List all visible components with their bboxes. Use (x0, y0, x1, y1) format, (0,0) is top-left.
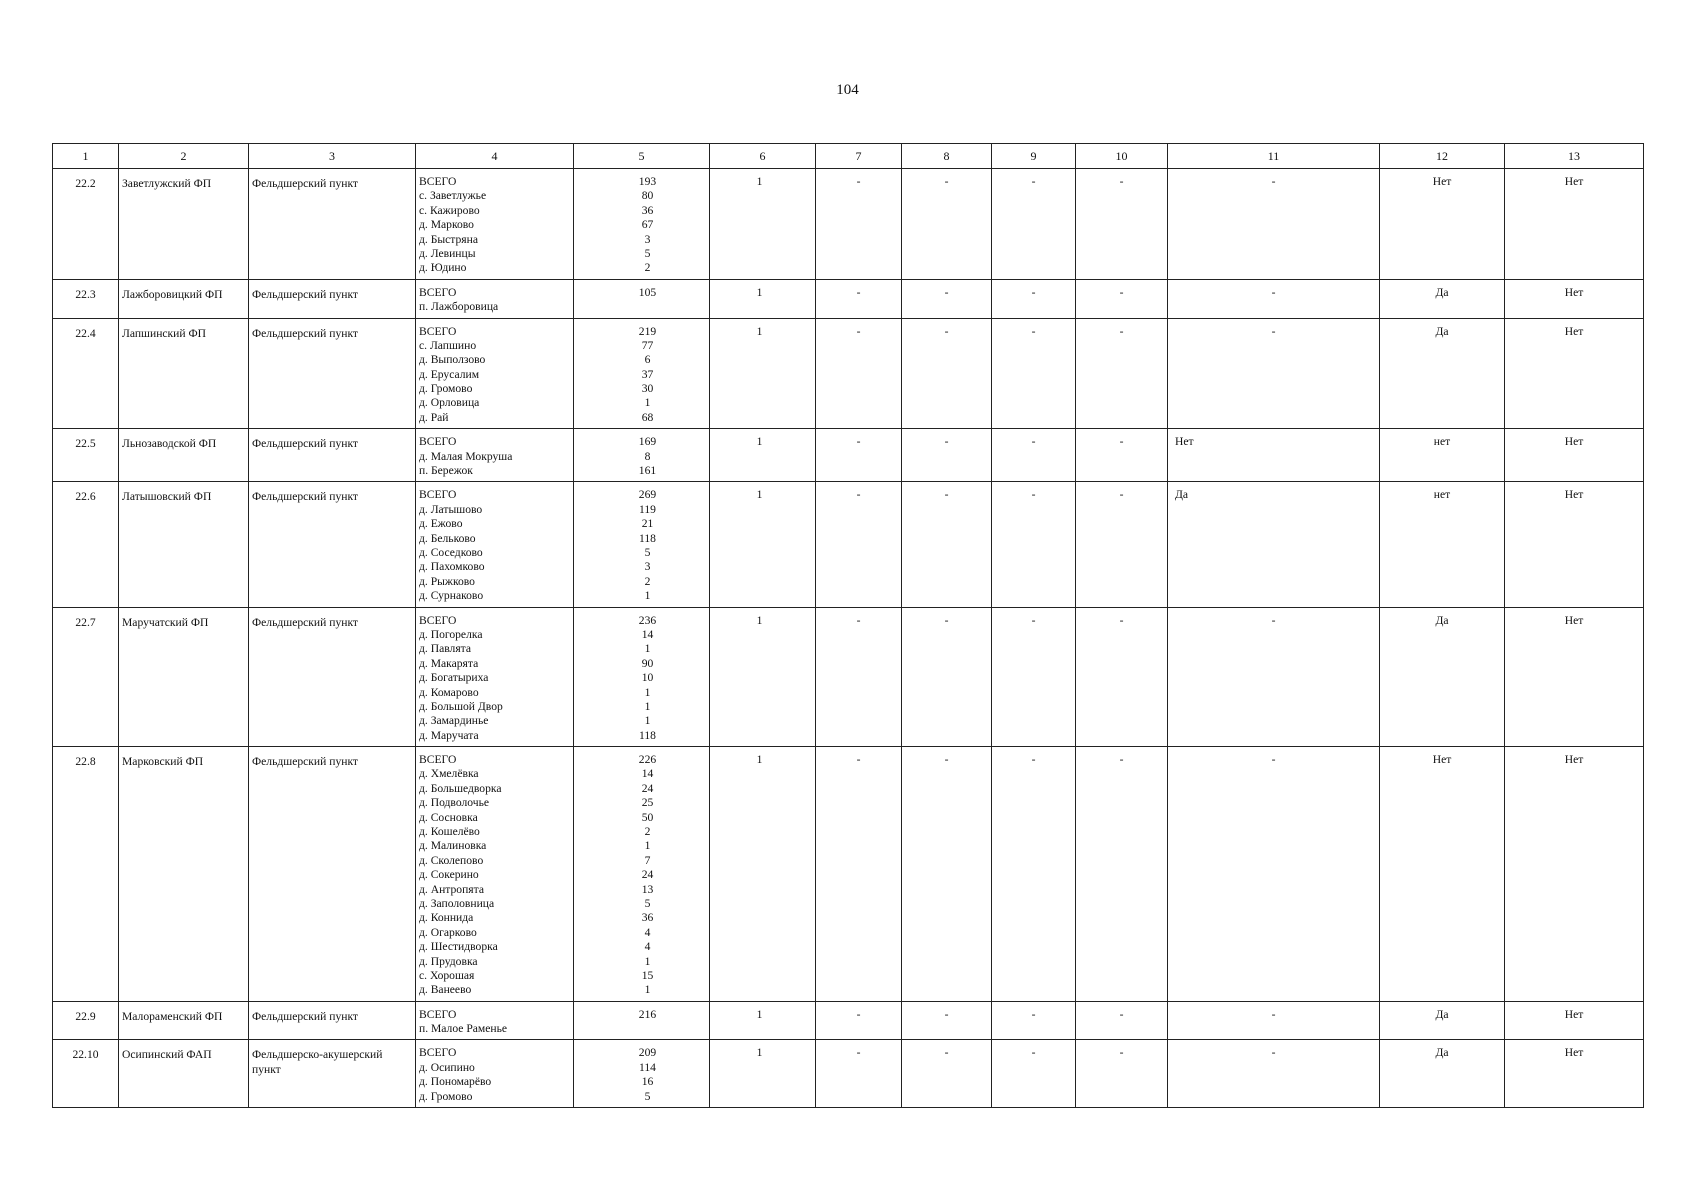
col10-value: - (1076, 1040, 1168, 1108)
population-value: 118 (639, 531, 656, 545)
col10-value: - (1076, 429, 1168, 482)
settlement-list (416, 169, 574, 280)
col7-value: - (816, 429, 902, 482)
col13-value: Нет (1505, 747, 1644, 1002)
settlement-name: д. Ерусалим (419, 367, 480, 381)
settlement-name: д. Подволочье (419, 796, 490, 810)
row-number: 22.7 (53, 607, 119, 747)
col7-value: - (816, 482, 902, 607)
col10-value: - (1076, 318, 1168, 429)
settlement-name: д. Богатыриха (419, 671, 489, 685)
col-header-4: 4 (416, 144, 574, 169)
col7-value: - (816, 279, 902, 318)
settlement-name: д. Огарково (419, 925, 477, 939)
col7-value: - (816, 318, 902, 429)
settlement-list (416, 429, 574, 482)
settlement-list (416, 318, 574, 429)
facility-name: Льнозаводской ФП (119, 429, 249, 482)
col12-value: Да (1380, 318, 1505, 429)
settlement-name: с. Хорошая (419, 968, 475, 982)
settlement-name: д. Левинцы (419, 246, 476, 260)
population-value: 114 (639, 1060, 656, 1074)
col8-value: - (902, 1001, 992, 1040)
settlement-total-label: ВСЕГО (419, 324, 457, 338)
col9-value: - (992, 747, 1076, 1002)
settlement-name: п. Малое Раменье (419, 1022, 508, 1036)
settlement-name: д. Коннида (419, 911, 474, 925)
population-value: 80 (641, 189, 654, 203)
settlement-name: д. Большедворка (419, 781, 502, 795)
settlement-name: д. Погорелка (419, 627, 483, 641)
settlement-name: д. Макарята (419, 656, 479, 670)
row-number: 22.3 (53, 279, 119, 318)
col10-value: - (1076, 482, 1168, 607)
population-value: 68 (641, 410, 654, 424)
population-value: 3 (644, 560, 651, 574)
table-row (53, 1001, 1644, 1040)
facility-type: Фельдшерский пункт (249, 318, 416, 429)
settlement-name: п. Лажборовица (419, 300, 499, 314)
settlement-name: п. Бережок (419, 464, 473, 478)
population-total: 216 (638, 1007, 657, 1021)
population-value: 1 (644, 685, 651, 699)
population-list (574, 1001, 710, 1040)
settlement-name: с. Лапшино (419, 338, 477, 352)
col8-value: - (902, 1040, 992, 1108)
settlement-name: д. Пономарёво (419, 1075, 492, 1089)
col9-value: - (992, 279, 1076, 318)
settlement-name: д. Заполовница (419, 896, 495, 910)
settlement-name: д. Рай (419, 410, 449, 424)
col6-value: 1 (710, 429, 816, 482)
col8-value: - (902, 318, 992, 429)
population-value: 4 (644, 940, 651, 954)
population-list (574, 169, 710, 280)
facility-type: Фельдшерский пункт (249, 482, 416, 607)
settlement-name: д. Латышово (419, 502, 483, 516)
col9-value: - (992, 482, 1076, 607)
row-number: 22.9 (53, 1001, 119, 1040)
col7-value: - (816, 607, 902, 747)
settlement-name: д. Марково (419, 218, 474, 232)
settlement-name: д. Сурнаково (419, 589, 484, 603)
population-list (574, 607, 710, 747)
population-total: 169 (638, 435, 657, 449)
settlement-total-label: ВСЕГО (419, 488, 457, 502)
settlement-name: д. Комарово (419, 685, 479, 699)
facility-name: Маручатский ФП (119, 607, 249, 747)
settlement-name: д. Большой Двор (419, 699, 503, 713)
col7-value: - (816, 1001, 902, 1040)
col11-value: - (1168, 1001, 1380, 1040)
population-total: 105 (638, 285, 657, 299)
col-header-7: 7 (816, 144, 902, 169)
col12-value: Да (1380, 1040, 1505, 1108)
row-number: 22.6 (53, 482, 119, 607)
col10-value: - (1076, 747, 1168, 1002)
row-number: 22.8 (53, 747, 119, 1002)
col12-value: Нет (1380, 169, 1505, 280)
population-value: 2 (644, 261, 651, 275)
settlement-name: д. Сколепово (419, 853, 484, 867)
facility-type: Фельдшерский пункт (249, 169, 416, 280)
settlement-name: с. Заветлужье (419, 189, 487, 203)
facility-type: Фельдшерский пункт (249, 429, 416, 482)
col7-value: - (816, 747, 902, 1002)
col6-value: 1 (710, 607, 816, 747)
settlement-name: д. Рыжково (419, 574, 475, 588)
population-value: 50 (641, 810, 654, 824)
col8-value: - (902, 607, 992, 747)
population-value: 1 (644, 396, 651, 410)
col-header-11: 11 (1168, 144, 1380, 169)
settlement-list (416, 482, 574, 607)
population-value: 77 (641, 338, 654, 352)
col13-value: Нет (1505, 169, 1644, 280)
facility-name: Лажборовицкий ФП (119, 279, 249, 318)
population-value: 5 (644, 545, 651, 559)
col-header-3: 3 (249, 144, 416, 169)
col11-value: - (1168, 169, 1380, 280)
population-value: 90 (641, 656, 654, 670)
table-row (53, 607, 1644, 747)
col10-value: - (1076, 607, 1168, 747)
facility-type: Фельдшерско-акушерский пункт (249, 1040, 416, 1108)
col12-value: Да (1380, 279, 1505, 318)
population-value: 6 (644, 353, 651, 367)
population-value: 5 (644, 896, 651, 910)
population-value: 118 (639, 728, 656, 742)
population-value: 1 (644, 983, 651, 997)
col-header-13: 13 (1505, 144, 1644, 169)
col12-value: нет (1380, 429, 1505, 482)
settlement-list (416, 1001, 574, 1040)
population-value: 36 (641, 203, 654, 217)
settlement-name: д. Сокерино (419, 868, 479, 882)
facility-type: Фельдшерский пункт (249, 279, 416, 318)
population-value: 14 (641, 627, 654, 641)
col6-value: 1 (710, 1040, 816, 1108)
population-value: 15 (641, 968, 654, 982)
population-value: 8 (644, 449, 651, 463)
population-value: 16 (641, 1075, 654, 1089)
table-row (53, 747, 1644, 1002)
settlement-name: д. Ежово (419, 517, 463, 531)
facility-name: Осипинский ФАП (119, 1040, 249, 1108)
settlement-name: д. Быстряна (419, 232, 478, 246)
settlement-list (416, 747, 574, 1002)
population-list (574, 279, 710, 318)
settlement-name: д. Прудовка (419, 954, 478, 968)
col9-value: - (992, 607, 1076, 747)
table-row (53, 429, 1644, 482)
col-header-9: 9 (992, 144, 1076, 169)
col13-value: Нет (1505, 1001, 1644, 1040)
population-value: 1 (644, 714, 651, 728)
col10-value: - (1076, 1001, 1168, 1040)
col9-value: - (992, 429, 1076, 482)
col8-value: - (902, 279, 992, 318)
population-list (574, 318, 710, 429)
col11-value: - (1168, 1040, 1380, 1108)
col10-value: - (1076, 279, 1168, 318)
col8-value: - (902, 482, 992, 607)
population-total: 226 (638, 753, 657, 767)
table-row (53, 279, 1644, 318)
col8-value: - (902, 747, 992, 1002)
settlement-total-label: ВСЕГО (419, 613, 457, 627)
settlement-total-label: ВСЕГО (419, 285, 457, 299)
population-value: 5 (644, 246, 651, 260)
population-value: 36 (641, 911, 654, 925)
facility-table (52, 143, 1644, 1108)
column-number-row (53, 144, 1644, 169)
col7-value: - (816, 169, 902, 280)
settlement-name: д. Павлята (419, 642, 472, 656)
col7-value: - (816, 1040, 902, 1108)
population-value: 1 (644, 642, 651, 656)
col11-value: - (1168, 747, 1380, 1002)
col8-value: - (902, 429, 992, 482)
table-row (53, 169, 1644, 280)
row-number: 22.10 (53, 1040, 119, 1108)
col13-value: Нет (1505, 318, 1644, 429)
col-header-1: 1 (53, 144, 119, 169)
settlement-total-label: ВСЕГО (419, 175, 457, 188)
population-total: 236 (638, 613, 657, 627)
settlement-name: д. Хмелёвка (419, 767, 479, 781)
settlement-name: д. Кошелёво (419, 825, 480, 839)
settlement-name: с. Кажирово (419, 203, 480, 217)
settlement-name: д. Осипино (419, 1060, 475, 1074)
population-total: 219 (638, 324, 657, 338)
col6-value: 1 (710, 318, 816, 429)
population-value: 25 (641, 796, 654, 810)
population-value: 24 (641, 868, 654, 882)
col11-value: Да (1168, 482, 1380, 607)
settlement-name: д. Малая Мокруша (419, 449, 513, 463)
col-header-8: 8 (902, 144, 992, 169)
facility-type: Фельдшерский пункт (249, 747, 416, 1002)
col13-value: Нет (1505, 482, 1644, 607)
settlement-name: д. Маручата (419, 728, 479, 742)
row-number: 22.5 (53, 429, 119, 482)
population-value: 1 (644, 954, 651, 968)
table-row (53, 482, 1644, 607)
facility-type: Фельдшерский пункт (249, 607, 416, 747)
col-header-10: 10 (1076, 144, 1168, 169)
col13-value: Нет (1505, 279, 1644, 318)
facility-name: Латышовский ФП (119, 482, 249, 607)
population-value: 24 (641, 781, 654, 795)
population-list (574, 1040, 710, 1108)
population-value: 1 (644, 839, 651, 853)
table-row (53, 318, 1644, 429)
settlement-name: д. Громово (419, 1089, 473, 1103)
settlement-name: д. Бельково (419, 531, 476, 545)
settlement-name: д. Антропята (419, 882, 484, 896)
col11-value: Нет (1168, 429, 1380, 482)
col6-value: 1 (710, 482, 816, 607)
settlement-total-label: ВСЕГО (419, 1046, 457, 1060)
row-number: 22.4 (53, 318, 119, 429)
settlement-name: д. Выползово (419, 353, 486, 367)
settlement-name: д. Малиновка (419, 839, 487, 853)
col8-value: - (902, 169, 992, 280)
population-total: 193 (638, 175, 657, 188)
col9-value: - (992, 1001, 1076, 1040)
col11-value: - (1168, 607, 1380, 747)
population-value: 37 (641, 367, 654, 381)
settlement-list (416, 279, 574, 318)
col-header-5: 5 (574, 144, 710, 169)
settlement-name: д. Соседково (419, 545, 483, 559)
col11-value: - (1168, 279, 1380, 318)
settlement-name: д. Замардинье (419, 714, 489, 728)
facility-name: Заветлужский ФП (119, 169, 249, 280)
settlement-total-label: ВСЕГО (419, 1007, 457, 1021)
population-list (574, 482, 710, 607)
population-total: 269 (638, 488, 657, 502)
col9-value: - (992, 318, 1076, 429)
population-value: 14 (641, 767, 654, 781)
facility-name: Лапшинский ФП (119, 318, 249, 429)
population-value: 13 (641, 882, 654, 896)
col12-value: Да (1380, 1001, 1505, 1040)
page-number: 104 (836, 82, 859, 98)
population-value: 30 (641, 382, 654, 396)
population-list (574, 747, 710, 1002)
settlement-name: д. Пахомково (419, 560, 485, 574)
col9-value: - (992, 1040, 1076, 1108)
col-header-6: 6 (710, 144, 816, 169)
col13-value: Нет (1505, 607, 1644, 747)
population-value: 5 (644, 1089, 651, 1103)
settlement-list (416, 1040, 574, 1108)
population-value: 21 (641, 517, 654, 531)
population-value: 161 (638, 464, 657, 478)
col10-value: - (1076, 169, 1168, 280)
col-header-12: 12 (1380, 144, 1505, 169)
settlement-total-label: ВСЕГО (419, 753, 457, 767)
population-list (574, 429, 710, 482)
population-value: 1 (644, 589, 651, 603)
settlement-name: д. Орловица (419, 396, 480, 410)
population-total: 209 (638, 1046, 657, 1060)
col6-value: 1 (710, 747, 816, 1002)
population-value: 2 (644, 574, 651, 588)
col9-value: - (992, 169, 1076, 280)
col12-value: Нет (1380, 747, 1505, 1002)
population-value: 10 (641, 671, 654, 685)
col-header-2: 2 (119, 144, 249, 169)
row-number: 22.2 (53, 169, 119, 280)
col6-value: 1 (710, 1001, 816, 1040)
population-value: 119 (639, 502, 656, 516)
col13-value: Нет (1505, 1040, 1644, 1108)
population-value: 67 (641, 218, 654, 232)
population-value: 4 (644, 925, 651, 939)
col13-value: Нет (1505, 429, 1644, 482)
settlement-name: д. Сосновка (419, 810, 478, 824)
settlement-total-label: ВСЕГО (419, 435, 457, 449)
settlement-name: д. Юдино (419, 261, 467, 275)
settlement-list (416, 607, 574, 747)
population-value: 1 (644, 699, 651, 713)
table-row (53, 1040, 1644, 1108)
population-value: 2 (644, 825, 651, 839)
facility-name: Марковский ФП (119, 747, 249, 1002)
facility-type: Фельдшерский пункт (249, 1001, 416, 1040)
population-value: 7 (644, 853, 651, 867)
settlement-name: д. Ванеево (419, 983, 472, 997)
col12-value: нет (1380, 482, 1505, 607)
population-value: 3 (644, 232, 651, 246)
col12-value: Да (1380, 607, 1505, 747)
col6-value: 1 (710, 279, 816, 318)
settlement-name: д. Шестидворка (419, 940, 498, 954)
col11-value: - (1168, 318, 1380, 429)
col6-value: 1 (710, 169, 816, 280)
population-value (574, 1022, 707, 1036)
settlement-name: д. Громово (419, 382, 473, 396)
population-value (574, 300, 707, 314)
facility-name: Малораменский ФП (119, 1001, 249, 1040)
